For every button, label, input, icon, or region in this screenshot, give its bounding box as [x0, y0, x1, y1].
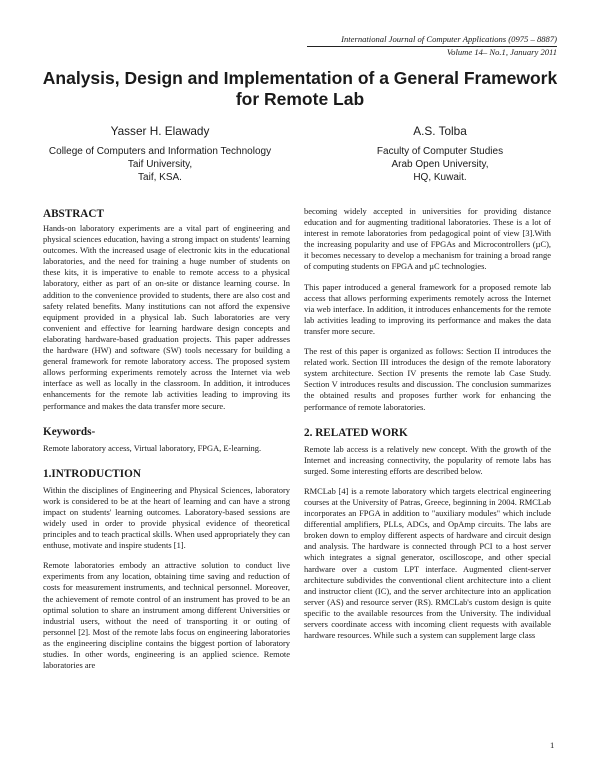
abstract-text: Hands-on laboratory experiments are a vital part of engineering and physical sciences education, having a strong impact on students' learning outcomes. With the increased usage of electronic kits in the educational laboratories, and the need for training a huge number of students on these kits, it is imperative to enable to remote access to a physical laboratory, either as part of an on-site or distance learning course. In addition to the convenience provided to students, there are also cost and safety related benefits. Many institutions can not afford the expensive equipment provided in a physical lab. Such laboratories are very convenient and effective for learning hardware design concepts and elaborating hardware-based graduation projects. This paper addresses the hardware (HW) and software (SW) tools necessary for building a general framework for remote laboratory access. The proposed system allows performing experiments remotely across the Internet via web interface as well as locally in the classroom. In addition, it introduces enhancements for the remote lab activities leading to improving its performance and makes the data transfer more secure.: [43, 223, 290, 411]
introduction-heading: 1.INTRODUCTION: [43, 467, 141, 480]
affiliation-line: Taif University,: [127, 158, 193, 170]
introduction-paragraph: Remote laboratories embody an attractive solution to conduct live experiments from any location, obtaining time saving and reduction of costs for measurement instruments, and technical personnel. Moreover, the achievement of remote control of an instrument has proved to be an optimal solution to share an instrument among different Universities or industrial users, without the need of transporting it or outing of personnel [2]. Most of the remote labs focus on engineering laboratories as the engineering discipline contains the biggest portion of laboratory studies. In other words, engineering is an applied science. Remote laboratories are: [43, 560, 290, 671]
affiliation-line: College of Computers and Information Technology: [48, 146, 272, 157]
affiliation-line: HQ, Kuwait.: [413, 171, 467, 183]
author-affiliation: [40, 146, 280, 184]
introduction-paragraph: The rest of this paper is organized as follows: Section II introduces the related work. Section III introduces the design of the remote laboratory system architecture. Section IV presents the remote lab Case Study. Section V introduces results and discussion. The conclusion summarizes the obtained results and proposes further work for enhancing the performance of remote laboratories.: [304, 346, 551, 412]
introduction-paragraph: This paper introduced a general framework for a proposed remote lab access that allows performing experiments remotely across the Internet via web interface. In addition, it introduces enhancements for the remote lab activities leading to improving its performance and makes the data transfer more secure.: [304, 281, 551, 336]
affiliation-line: Faculty of Computer Studies: [376, 146, 504, 157]
keywords-heading: Keywords-: [43, 425, 96, 438]
paper-title: Analysis, Design and Implementation of a General Framework for Remote Lab: [42, 68, 558, 109]
abstract-heading: ABSTRACT: [43, 208, 104, 220]
journal-volume: Volume 14– No.1, January 2011: [446, 46, 557, 57]
left-column: [43, 208, 290, 680]
journal-name: International Journal of Computer Applications (0975 – 8887): [341, 34, 557, 44]
related-work-paragraph: RMCLab [4] is a remote laboratory which targets electrical engineering courses at the University of Patras, Greece, beginning in 2004. RMCLab incorporates an FPGA in addition to "auxiliary modules" which include differential amplifiers, PLLs, ADCs, and OpAmp circuits. The labs are broken down to employ different aspects of hardware and circuit design and analysis. The hardware is connected through PCI to a host server which integrates a signal generator, oscilloscope, and other special hardware over a custom LPT interface. Augmented client-server architecture subdivides the conventional client architecture into a client and instructor client (IC), and the server architecture into an application server (AS) and resource server (RS). RMCLab's custom design is quite specific to the available resources from the University. The individual servers coordinate access with incoming client requests with available hardware resources. While such a system can supplement large class: [304, 485, 551, 641]
page-number: 1: [550, 740, 555, 750]
related-work-paragraph: Remote lab access is a relatively new concept. With the growth of the Internet and increasing connectivity, the popularity of remote labs has surged. Some interesting efforts are described below.: [304, 443, 551, 476]
author-block-1: [40, 124, 280, 184]
author-block-2: [320, 124, 560, 184]
affiliation-line: Arab Open University,: [391, 158, 489, 170]
introduction-paragraph: becoming widely accepted in universities for providing distance education and for augmenting traditional laboratories. These is a lot of interest in remote laboratories from pedagogical point of view [3].With the increasing popularity and use of FPGAs and Microcontrollers (µC), it becomes necessary to develop a mechanism for training a broad range of computing students on FPGA and µC technologies.: [304, 206, 551, 272]
introduction-paragraph: Within the disciplines of Engineering and Physical Sciences, laboratory work is considered to be at the heart of learning and can have a strong impact on students' learning outcomes. Laboratory-based sessions are widely used in order to provide physical evidence of theoretical principles and to teach practical skills. When used appropriately they can enthuse, motivate and inspire students [1].: [43, 484, 290, 551]
author-name: Yasser H. Elawady: [110, 124, 210, 138]
author-affiliation: [320, 146, 560, 184]
related-work-heading: 2. RELATED WORK: [304, 426, 408, 439]
author-name: A.S. Tolba: [413, 124, 467, 138]
journal-header: [307, 34, 557, 57]
right-column: [304, 206, 551, 650]
keywords-text: Remote laboratory access, Virtual laboratory, FPGA, E-learning.: [43, 442, 262, 453]
affiliation-line: Taif, KSA.: [138, 171, 182, 183]
